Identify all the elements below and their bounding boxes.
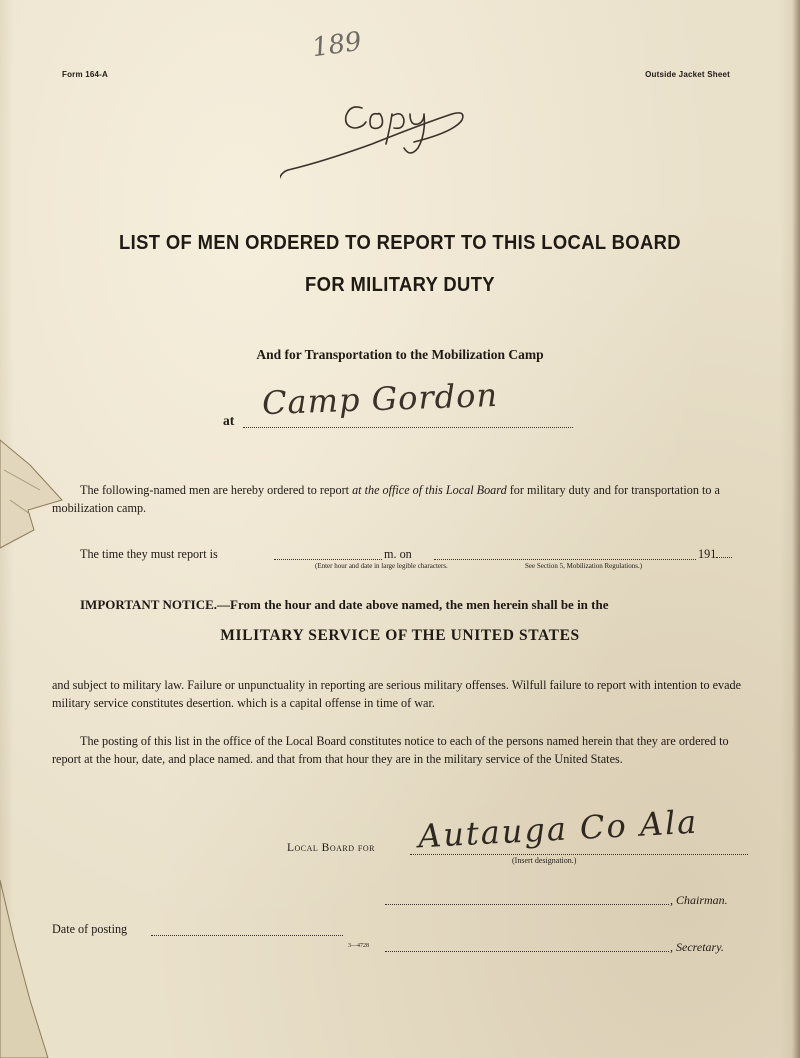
date-line — [434, 559, 696, 560]
torn-corner — [0, 430, 70, 550]
hour-line — [274, 559, 382, 560]
notice-lead: IMPORTANT NOTICE.—From the hour and date above named, the men herein shall be in the — [80, 597, 609, 612]
board-line — [410, 854, 748, 855]
pencil-number: 189 — [310, 26, 364, 64]
board-value: Autauga Co Ala — [417, 802, 700, 856]
intro-text-1: The following-named men are hereby ordered to report — [80, 483, 353, 497]
report-time-label: The time they must report is — [80, 547, 218, 561]
copy-handwriting — [280, 90, 480, 200]
camp-label: at — [223, 413, 235, 428]
report-m-on: m. on — [384, 547, 412, 561]
year-text: 191 — [698, 547, 717, 561]
chairman-label: , Chairman. — [670, 893, 728, 907]
posting-line — [151, 935, 343, 936]
camp-value: Camp Gordon — [261, 375, 499, 423]
report-year — [698, 546, 732, 564]
title-line-1: LIST OF MEN ORDERED TO REPORT TO THIS LOCAL BOARD — [119, 232, 681, 254]
posting-label: Date of posting — [52, 922, 128, 936]
board-label: Local Board for — [287, 842, 375, 854]
notice-heading: MILITARY SERVICE OF THE UNITED STATES — [220, 627, 580, 644]
form-number: Form 164-A — [62, 70, 109, 79]
camp-line — [243, 427, 573, 428]
notice-body-1: and subject to military law. Failure or unpunctuality in reporting are serious military offenses. Wilfull failure to report with intention to evade military service constitutes desertion. which is a capital offense in time of war. — [52, 678, 742, 710]
intro-paragraph — [52, 482, 748, 517]
report-note-right: See Section 5, Mobilization Regulations.) — [525, 562, 643, 570]
secretary-line — [385, 951, 669, 952]
chairman-line — [385, 904, 669, 905]
subtitle: And for Transportation to the Mobilization Camp — [256, 347, 544, 362]
intro-italic: at the office of this Local Board — [352, 483, 507, 497]
intro-text-2: for military duty and for transportation to a mobilization camp. — [52, 483, 720, 515]
secretary-label: , Secretary. — [670, 940, 724, 954]
jacket-label: Outside Jacket Sheet — [645, 70, 730, 79]
print-code: 3—4728 — [348, 943, 369, 949]
right-edge-shadow — [792, 0, 800, 1058]
bottom-left-fold — [0, 880, 70, 1058]
notice-body-2: The posting of this list in the office of the Local Board constitutes notice to each of the persons named herein that they are ordered to report at the hour, date, and place named. and that from that hour they are in the military service of the United States. — [52, 734, 729, 766]
designation-hint: (Insert designation.) — [512, 856, 577, 865]
title-line-2: FOR MILITARY DUTY — [305, 274, 495, 296]
report-note-left: (Enter hour and date in large legible characters. — [315, 562, 448, 570]
